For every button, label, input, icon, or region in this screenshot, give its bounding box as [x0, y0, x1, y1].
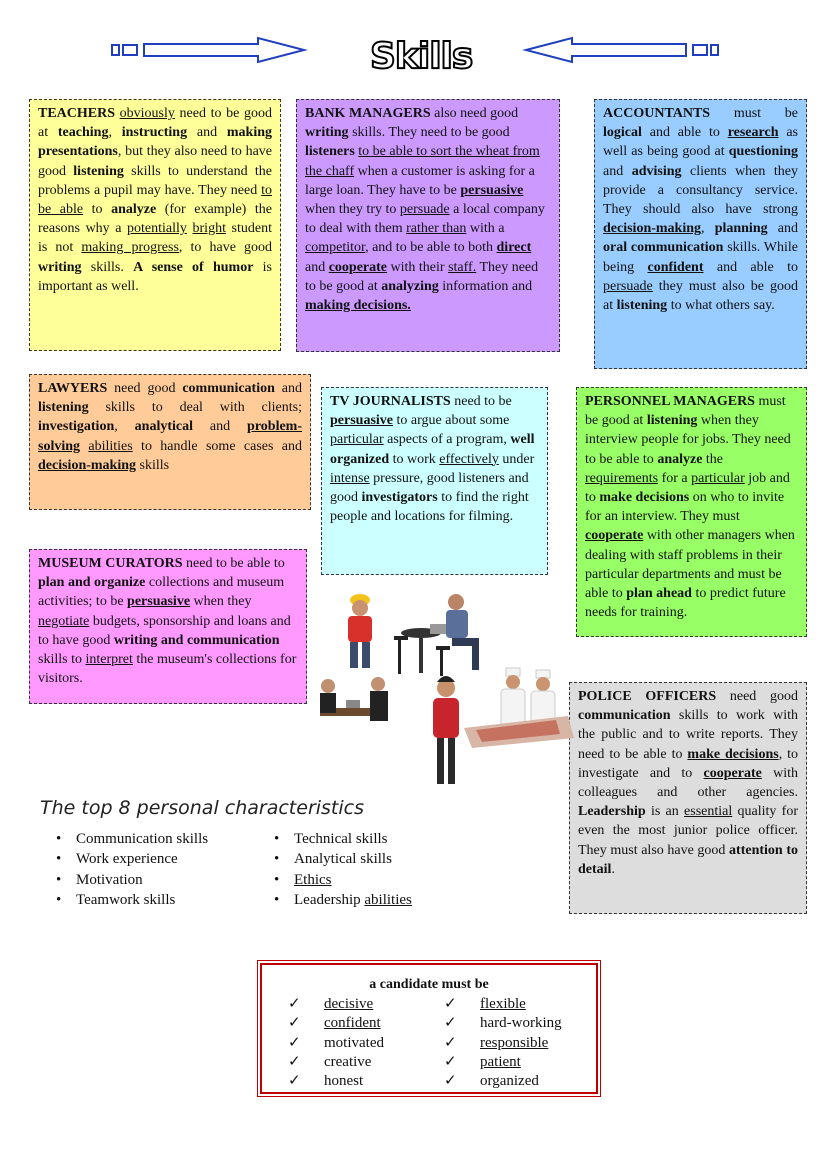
right-arrow-icon	[110, 36, 310, 64]
text-run: must be good at	[585, 394, 786, 429]
check-icon: ✓	[288, 1053, 301, 1070]
text-run: need good	[716, 689, 798, 704]
candidate-list-left	[288, 995, 438, 1091]
text-run: .	[611, 861, 615, 877]
candidate-quality	[444, 995, 594, 1014]
bold-term: PERSONNEL MANAGERS	[585, 394, 755, 409]
text-run: when they try to	[305, 202, 400, 218]
bold-term: cooperate	[703, 765, 762, 781]
bold-term: listeners	[305, 144, 355, 160]
bold-term: cooperate	[328, 259, 388, 275]
text-run: when they interview people for jobs. They need to be able to	[585, 413, 791, 467]
bold-term: making decisions.	[305, 298, 411, 314]
bold-term: cooperate	[585, 528, 644, 544]
text-run: skills to deal with clients;	[88, 400, 302, 416]
text-run: quality for even the most junior police officer. They must also have good	[578, 804, 798, 858]
teachers-box	[29, 99, 281, 351]
text-run: clients when they provide a consultancy service. They should also have strong	[603, 163, 798, 218]
check-icon: ✓	[444, 1053, 457, 1070]
candidate-heading: a candidate must be	[369, 977, 489, 992]
personnel-managers-box	[576, 387, 807, 637]
text-run: collections and museum activities; to be	[38, 575, 285, 610]
text-run: on who to invite for an interview. They must	[585, 490, 785, 525]
quality-label: honest	[324, 1073, 364, 1090]
bold-term: analyzing	[381, 278, 439, 294]
underlined-term: to be able	[38, 182, 272, 218]
trait-item: • Communication skills	[54, 829, 254, 849]
candidate-quality	[444, 1034, 594, 1053]
cafe-table	[394, 628, 450, 676]
quality-label: patient	[480, 1053, 521, 1070]
check-icon: ✓	[288, 1034, 301, 1051]
quality-label: organized	[480, 1073, 539, 1090]
text-run: skills. While being	[603, 240, 798, 275]
text-run: to work	[389, 451, 440, 467]
text-run: to	[83, 202, 112, 218]
text-run: They need to be good at	[305, 259, 539, 294]
candidate-quality	[288, 1034, 438, 1053]
underlined-term: staff.	[448, 259, 477, 275]
bold-term: planning	[714, 221, 768, 237]
bold-term: listening	[38, 400, 89, 416]
underlined-term: obviously	[119, 106, 175, 121]
bold-term: problem-solving	[38, 419, 303, 454]
people-illustration	[306, 588, 576, 788]
underlined-term: making progress	[81, 240, 179, 256]
check-icon: ✓	[444, 1015, 457, 1032]
bold-term: make decisions	[687, 746, 779, 762]
bold-term: analyze	[111, 202, 157, 218]
text-run: aspects of a program,	[383, 432, 511, 448]
bold-term: decision-making	[603, 221, 702, 237]
text-run: and	[603, 163, 632, 179]
bold-term: oral communication	[603, 240, 724, 256]
text-run: , and to be able to both	[365, 240, 497, 256]
bold-term: A sense of humor	[133, 259, 254, 275]
text-run: , to have good	[178, 240, 272, 256]
traits-title: The top 8 personal characteristics	[40, 797, 365, 819]
underlined-term: bright	[192, 221, 226, 237]
text-run: pressure, good listeners and good	[330, 470, 529, 506]
lawyers-box	[29, 374, 311, 510]
text-run: and	[274, 381, 302, 396]
text-run: with other managers when dealing with staff problems in their particular departments and must be able to	[585, 528, 795, 602]
traits-list-left	[54, 829, 254, 910]
underlined-term: to be able to sort the wheat from the chaff	[305, 144, 540, 179]
text-run: job and to	[585, 470, 790, 506]
underlined-term: negotiate	[38, 613, 90, 629]
text-run: is important as well.	[38, 259, 273, 294]
text-run: they must also be good at	[603, 278, 798, 314]
bold-term: listening	[646, 413, 698, 429]
text-run: need to be good at	[38, 106, 272, 141]
candidate-quality	[444, 1072, 594, 1091]
underlined-term: rather than	[406, 221, 467, 237]
traits-list-right	[272, 829, 472, 910]
text-run: with colleagues and other agencies.	[578, 765, 798, 801]
meeting-figures	[320, 677, 388, 721]
bold-term: MUSEUM CURATORS	[38, 556, 183, 571]
bold-term: investigation	[38, 419, 115, 435]
bold-term: logical	[603, 125, 642, 141]
quality-label: confident	[324, 1015, 381, 1032]
text-run: to predict future needs for training.	[585, 586, 786, 621]
trait-item	[272, 870, 472, 890]
bold-term: research	[727, 125, 779, 141]
bold-term: LAWYERS	[38, 381, 108, 396]
text-run: need good	[107, 381, 183, 396]
bold-term: POLICE OFFICERS	[578, 689, 717, 704]
bold-term: writing	[38, 259, 82, 275]
text-run: a local company to deal with them	[305, 202, 545, 237]
text-run: skills to work with the public and to write reports. They need to be able to	[578, 708, 798, 762]
text-run: when they	[190, 594, 252, 610]
bold-term: advising	[631, 163, 682, 179]
worker-figure	[348, 594, 372, 668]
text-run: under	[498, 451, 535, 467]
quality-label: creative	[324, 1053, 372, 1070]
bold-term: TV JOURNALISTS	[330, 394, 451, 409]
text-run: skills	[136, 457, 170, 473]
trait-item: • Teamwork skills	[54, 890, 254, 910]
bold-term: ACCOUNTANTS	[603, 106, 711, 121]
underlined-term: requirements	[585, 470, 659, 486]
text-run: must be	[710, 106, 798, 121]
text-run: when a customer is asking for a large loan. They have to be	[305, 163, 535, 198]
trait-item: • Motivation	[54, 870, 254, 890]
text-run: ,	[108, 125, 122, 141]
page-title: Skills	[370, 36, 473, 77]
underlined-term: particular	[691, 470, 745, 486]
bold-term: persuasive	[330, 413, 393, 429]
underlined-term: potentially	[127, 221, 187, 237]
candidate-quality	[288, 995, 438, 1014]
bold-term: communication	[578, 708, 671, 724]
bold-term: instructing	[121, 125, 188, 141]
text-run: also need good	[430, 106, 519, 121]
text-run: Analytical skills	[294, 851, 392, 868]
bold-term: listening	[73, 163, 124, 179]
text-run: ,	[701, 221, 715, 237]
text-run: and	[193, 419, 248, 435]
check-icon: ✓	[444, 1073, 457, 1090]
quality-label: flexible	[480, 996, 526, 1012]
bold-term: direct	[496, 240, 532, 256]
bold-term: listening	[616, 298, 668, 314]
bold-term: investigators	[361, 490, 438, 506]
text-run: need to be	[450, 394, 512, 409]
text-run: student is not	[38, 221, 272, 256]
underlined-term: abilities	[364, 891, 412, 908]
bank-managers-box	[296, 99, 560, 352]
underlined-term: essential	[684, 804, 733, 820]
left-arrow-icon	[520, 36, 720, 64]
candidate-quality	[444, 1014, 594, 1033]
text-run: need to be able to	[182, 556, 285, 571]
candidate-quality	[444, 1053, 594, 1072]
candidate-quality	[288, 1072, 438, 1091]
bold-term: persuasive	[460, 182, 524, 198]
underlined-term: Ethics	[294, 871, 332, 888]
check-icon: ✓	[288, 1073, 301, 1090]
text-run: to find the right people and locations for filming.	[330, 490, 529, 525]
bold-term: plan and organize	[38, 575, 146, 591]
text-run: and	[187, 125, 227, 141]
accountants-box	[594, 99, 807, 369]
bold-term: teaching	[57, 125, 109, 141]
text-run: ,	[114, 419, 135, 435]
bold-term: well organized	[330, 432, 535, 467]
check-icon: ✓	[444, 996, 457, 1012]
underlined-term: competitor	[305, 240, 366, 256]
bold-term: analyze	[657, 451, 703, 467]
text-run: is an	[645, 804, 685, 820]
woman-figure	[433, 676, 459, 784]
bold-term: questioning	[728, 144, 798, 160]
text-run: and	[305, 259, 329, 275]
text-run: with a	[466, 221, 505, 237]
underlined-term: persuade	[603, 278, 653, 294]
candidate-quality	[288, 1014, 438, 1033]
trait-item	[272, 829, 472, 849]
trait-item	[272, 890, 472, 910]
text-run: the	[702, 451, 724, 467]
text-run: with their	[387, 259, 449, 275]
bold-term: decision-making	[38, 457, 137, 473]
bold-term: writing and communication	[113, 632, 280, 648]
bold-term: writing	[305, 125, 349, 141]
underlined-term: intense	[330, 470, 370, 486]
candidate-list-right	[444, 995, 594, 1091]
text-run: , to investigate and to	[578, 746, 799, 781]
bold-term: attention to detail	[578, 842, 798, 877]
text-run: to what others say.	[667, 298, 775, 314]
bold-term: analytical	[134, 419, 193, 435]
text-run: as well as being good at	[603, 125, 799, 160]
text-run: and able to	[703, 259, 799, 275]
bold-term: confident	[647, 259, 704, 275]
bold-term: Leadership	[578, 804, 646, 820]
text-run: skills.	[81, 259, 134, 275]
text-run: and	[767, 221, 799, 237]
text-run: the museum's collections for visitors.	[38, 652, 297, 687]
candidate-box	[260, 963, 598, 1094]
underlined-term: interpret	[85, 652, 133, 668]
text-run: budgets, sponsorship and loans and to have good	[38, 613, 291, 648]
bold-term: TEACHERS	[38, 106, 116, 121]
check-icon: ✓	[288, 996, 301, 1012]
text-run: Leadership	[294, 891, 365, 908]
candidate-quality	[288, 1053, 438, 1072]
bold-term: communication	[182, 381, 275, 396]
text-run: information and	[438, 278, 533, 294]
trait-item	[272, 849, 472, 869]
chefs-figures	[464, 668, 574, 748]
check-icon: ✓	[288, 1015, 301, 1032]
text-run: for a	[658, 470, 692, 486]
text-run: Technical skills	[294, 831, 388, 847]
bold-term: plan ahead	[626, 586, 692, 602]
quality-label: decisive	[324, 996, 374, 1012]
text-run: skills. They need to be good	[348, 125, 510, 141]
museum-curators-box	[29, 549, 307, 704]
text-run: (for example) the reasons why a	[38, 202, 272, 237]
underlined-term: persuade	[399, 202, 450, 218]
man-with-laptop-figure	[430, 594, 479, 670]
tv-journalists-box	[321, 387, 548, 575]
bold-term: make decisions	[599, 490, 690, 506]
bold-term: BANK MANAGERS	[305, 106, 431, 121]
underlined-term: particular	[330, 432, 384, 448]
text-run: to handle some cases and	[132, 438, 302, 454]
check-icon: ✓	[444, 1034, 457, 1051]
text-run: skills to	[38, 652, 86, 668]
text-run: , but they also need to have good	[38, 144, 272, 179]
text-run: to argue about some	[393, 413, 510, 429]
underlined-term: effectively	[439, 451, 499, 467]
quality-label: responsible	[480, 1034, 549, 1051]
quality-label: hard-working	[480, 1015, 562, 1032]
bold-term: persuasive	[127, 594, 191, 610]
text-run: skills to understand the problems a pupil may have. They need	[38, 163, 272, 198]
underlined-term: abilities	[88, 438, 133, 454]
trait-item: • Work experience	[54, 849, 254, 869]
text-run: and able to	[641, 125, 728, 141]
bold-term: making presentations	[38, 125, 273, 160]
police-officers-box	[569, 682, 807, 914]
quality-label: motivated	[324, 1034, 384, 1051]
